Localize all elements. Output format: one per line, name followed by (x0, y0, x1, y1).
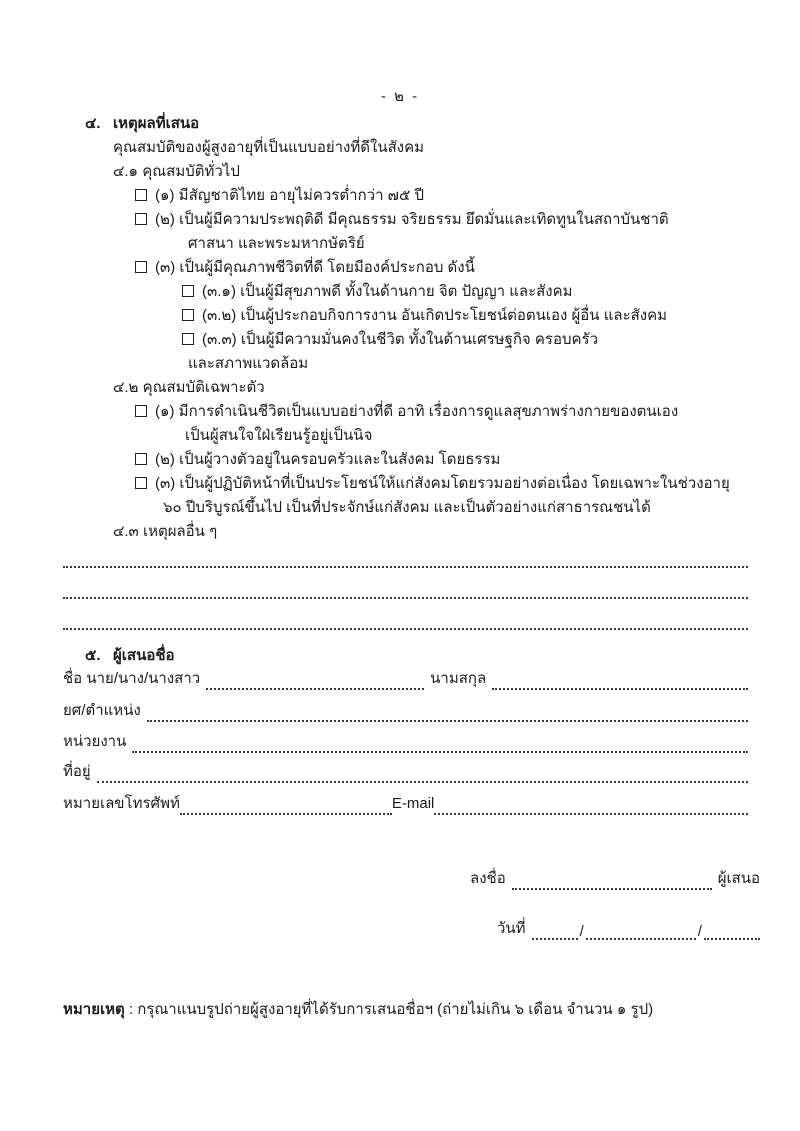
rank-label: ยศ/ตำแหน่ง (63, 702, 141, 719)
item-4-1-3-1 (0, 280, 800, 304)
rank-field[interactable] (147, 706, 748, 722)
checkbox-4-2-3[interactable] (135, 477, 147, 489)
item-4-1-1-label: (๑) มีสัญชาติไทย อายุไม่ควรต่ำกว่า ๗๕ ปี (155, 187, 424, 204)
other-reasons-line-2[interactable] (63, 597, 748, 599)
item-4-1-3-1-label: (๓.๑) เป็นผู้มีสุขภาพดี ทั้งในด้านกาย จิต ปัญญา และสังคม (202, 283, 573, 300)
nominator-agency-row (63, 731, 748, 753)
date-row (497, 918, 760, 940)
surname-label: นามสกุล (430, 670, 487, 687)
item-4-2-1 (0, 400, 800, 424)
item-4-2-1-label: (๑) มีการดำเนินชีวิตเป็นแบบอย่างที่ดี อาทิ เรื่องการดูแลสุขภาพร่างกายของตนเอง (155, 403, 679, 420)
section-4-title: เหตุผลที่เสนอ (113, 115, 200, 132)
other-reasons-line-3[interactable] (63, 628, 748, 630)
section-4-heading (0, 112, 800, 136)
phone-field[interactable] (180, 799, 392, 815)
page-number: - ๒ - (380, 88, 420, 105)
item-4-1-3-3-label: (๓.๓) เป็นผู้มีความมั่นคงในชีวิต ทั้งในด้านเศรษฐกิจ ครอบครัว (202, 331, 599, 348)
checkbox-4-2-1[interactable] (135, 405, 147, 417)
date-day-field[interactable] (532, 924, 578, 940)
section-4-2-title: ๔.๒ คุณสมบัติเฉพาะตัว (113, 379, 265, 396)
surname-field[interactable] (492, 674, 748, 690)
section-4-intro: คุณสมบัติของผู้สูงอายุที่เป็นแบบอย่างที่ดีในสังคม (113, 139, 424, 156)
email-label: E-mail (391, 795, 435, 812)
date-month-field[interactable] (586, 924, 696, 940)
nominator-name-row (63, 668, 748, 690)
item-4-2-2 (0, 448, 800, 472)
address-label: ที่อยู่ (63, 763, 91, 780)
section-4-1-title: ๔.๑ คุณสมบัติทั่วไป (113, 163, 240, 180)
item-4-1-3-2-label: (๓.๒) เป็นผู้ประกอบกิจการงาน อันเกิดประโยชน์ต่อตนเอง ผู้อื่น และสังคม (202, 307, 668, 324)
footer-note (63, 998, 653, 1022)
date-label: วันที่ (497, 920, 526, 937)
note-label: หมายเหตุ (63, 1001, 125, 1018)
date-separator-2: / (697, 923, 702, 940)
item-4-1-3-3-continued: และสภาพแวดล้อม (188, 355, 309, 372)
sign-role-label: ผู้เสนอ (717, 870, 761, 887)
address-field[interactable] (97, 767, 748, 783)
item-4-1-2-continued: ศาสนา และพระมหากษัตริย์ (188, 235, 365, 252)
phone-label: หมายเลขโทรศัพท์ (63, 795, 180, 812)
item-4-2-1-continued: เป็นผู้สนใจใฝ่เรียนรู้อยู่เป็นนิจ (185, 427, 373, 444)
checkbox-4-1-2[interactable] (135, 213, 147, 225)
section-4-3-title: ๔.๓ เหตุผลอื่น ๆ (113, 523, 218, 540)
sign-label: ลงชื่อ (470, 870, 506, 887)
other-reasons-line-1[interactable] (63, 566, 748, 568)
nominator-contact-row (63, 793, 748, 815)
section-5-title: ผู้เสนอชื่อ (113, 647, 175, 664)
item-4-1-2-label: (๒) เป็นผู้มีความประพฤติดี มีคุณธรรม จริยธรรม ยึดมั่นและเทิดทูนในสถาบันชาติ (155, 211, 669, 228)
section-5-heading (0, 644, 175, 668)
section-4-number: ๔. (85, 115, 101, 132)
date-year-field[interactable] (704, 924, 760, 940)
checkbox-4-1-1[interactable] (135, 189, 147, 201)
item-4-1-3-3 (0, 328, 800, 352)
item-4-2-3 (0, 472, 800, 496)
checkbox-4-1-3[interactable] (135, 261, 147, 273)
checkbox-4-1-3-3[interactable] (182, 333, 194, 345)
note-text: : กรุณาแนบรูปถ่ายผู้สูงอายุที่ได้รับการเสนอชื่อฯ (ถ่ายไม่เกิน ๖ เดือน จำนวน ๑ รูป) (124, 1001, 654, 1018)
item-4-2-3-label: (๓) เป็นผู้ปฏิบัติหน้าที่เป็นประโยชน์ให้แก่สังคมโดยรวมอย่างต่อเนื่อง โดยเฉพาะในช่วงอายุ (155, 475, 730, 492)
section-5-number: ๕. (85, 647, 101, 664)
item-4-1-3-label: (๓) เป็นผู้มีคุณภาพชีวิตที่ดี โดยมีองค์ประกอบ ดังนี้ (155, 259, 475, 276)
name-label: ชื่อ นาย/นาง/นางสาว (63, 670, 201, 687)
checkbox-4-1-3-1[interactable] (182, 285, 194, 297)
signature-field[interactable] (512, 874, 712, 890)
section-4-reasons (0, 112, 800, 544)
agency-field[interactable] (132, 737, 748, 753)
checkbox-4-2-2[interactable] (135, 453, 147, 465)
item-4-1-3-2 (0, 304, 800, 328)
first-name-field[interactable] (206, 674, 424, 690)
nominator-address-row (63, 761, 748, 783)
agency-label: หน่วยงาน (63, 733, 127, 750)
item-4-2-2-label: (๒) เป็นผู้วางตัวอยู่ในครอบครัวและในสังคม โดยธรรม (155, 451, 501, 468)
item-4-1-2 (0, 208, 800, 232)
email-field[interactable] (434, 799, 748, 815)
nominator-rank-row (63, 700, 748, 722)
item-4-2-3-continued: ๖๐ ปีบริบูรณ์ขึ้นไป เป็นที่ประจักษ์แก่สังคม และเป็นตัวอย่างแก่สาธารณชนได้ (163, 499, 651, 516)
item-4-1-3 (0, 256, 800, 280)
date-separator-1: / (579, 923, 584, 940)
signature-row (470, 868, 760, 890)
item-4-1-1 (0, 184, 800, 208)
checkbox-4-1-3-2[interactable] (182, 309, 194, 321)
